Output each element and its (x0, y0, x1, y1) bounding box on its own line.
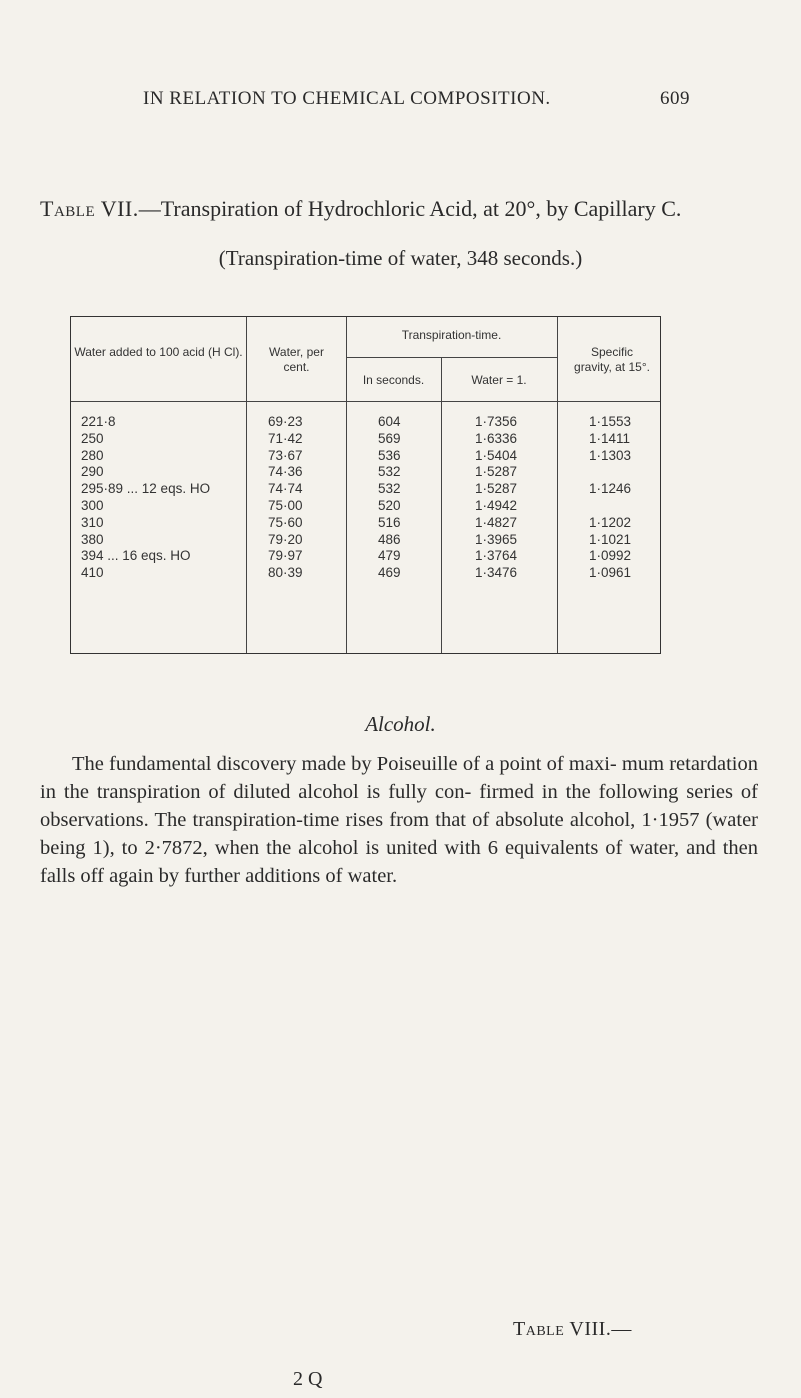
cell-specific-gravity: 1·1303 (589, 447, 632, 463)
cell-water-percent: 75·60 (268, 514, 303, 530)
table-row (71, 548, 660, 564)
cell-water-percent: 74·74 (268, 481, 303, 497)
cell-ratio: 1·6336 (475, 430, 518, 446)
table-caption (40, 196, 780, 222)
cell-ratio: 1·5287 (475, 464, 518, 480)
table-row (71, 414, 660, 430)
cell-ratio: 1·5287 (475, 481, 518, 497)
cell-seconds: 486 (378, 531, 401, 547)
table-row (71, 532, 660, 548)
table-row (71, 448, 660, 464)
cell-water-percent: 79·97 (268, 548, 303, 564)
cell-water-percent: 75·00 (268, 498, 303, 513)
cell-water-percent: 79·20 (268, 531, 303, 547)
cell-water-percent: 80·39 (268, 565, 303, 581)
cell-seconds: 532 (378, 481, 401, 497)
table-caption-text: —Transpiration of Hydrochloric Acid, at 20°, by Capillary C. (138, 196, 682, 221)
cell-specific-gravity: 1·0961 (589, 565, 632, 581)
header-water-added: Water added to 100 acid (H Cl). (74, 345, 243, 359)
cell-specific-gravity: 1·1411 (589, 430, 631, 446)
table-row (71, 498, 660, 514)
cell-water-added: 300 (81, 498, 104, 513)
table-row (71, 565, 660, 581)
cell-water-percent: 74·36 (268, 464, 303, 480)
cell-ratio: 1·3764 (475, 548, 518, 564)
cell-seconds: 536 (378, 447, 401, 463)
page-number: 609 (660, 88, 690, 109)
header-seconds: In seconds. (362, 373, 425, 387)
table-row (71, 464, 660, 480)
cell-seconds: 479 (378, 548, 401, 564)
cell-water-added: 310 (81, 514, 104, 530)
cell-water-added: 221·8 (81, 414, 116, 429)
cell-ratio: 1·3965 (475, 531, 518, 547)
header-specific-gravity: Specific gravity, at 15°. (574, 345, 650, 374)
table-label: Table VII. (40, 196, 139, 221)
signature-mark: 2 Q (293, 1368, 323, 1390)
cell-specific-gravity: 1·1553 (589, 414, 632, 429)
cell-water-added: 250 (81, 430, 104, 446)
cell-ratio: 1·7356 (475, 414, 518, 429)
cell-specific-gravity: 1·1021 (589, 531, 632, 547)
cell-water-percent: 73·67 (268, 447, 303, 463)
table-row (71, 481, 660, 497)
cell-water-added: 394 ... 16 eqs. HO (81, 548, 191, 564)
table-row (71, 431, 660, 447)
cell-water-percent: 69·23 (268, 414, 303, 429)
table-row (71, 515, 660, 531)
header-subrule (346, 357, 557, 358)
cell-water-added: 380 (81, 531, 104, 547)
cell-specific-gravity: 1·1246 (589, 481, 632, 497)
header-rule (71, 401, 660, 402)
cell-ratio: 1·3476 (475, 565, 518, 581)
header-ratio: Water = 1. (471, 373, 527, 387)
section-heading: Alcohol. (365, 712, 436, 736)
running-title: IN RELATION TO CHEMICAL COMPOSITION. (143, 88, 551, 109)
paragraph-text: The fundamental discovery made by Poiseuille of a point of maxi- mum retardation in the transpiration of diluted alcohol is fully con- firmed in the following series of observations. The transpiration-time rises from that of absolute alcohol, 1·1957 (water being 1), to 2·7872, when the alcohol is united with 6 equivalents of water, and then falls off again by further additions of water. (40, 753, 758, 887)
cell-seconds: 532 (378, 464, 401, 480)
cell-seconds: 569 (378, 430, 401, 446)
cell-specific-gravity: 1·1202 (589, 514, 632, 530)
cell-seconds: 520 (378, 498, 401, 513)
header-transpiration-time: Transpiration-time. (401, 328, 502, 342)
header-water-percent: Water, per cent. (269, 345, 324, 374)
body-paragraph (40, 750, 758, 890)
cell-water-added: 410 (81, 565, 104, 581)
catchword: Table VIII.— (513, 1318, 632, 1340)
cell-water-added: 295·89 ... 12 eqs. HO (81, 481, 211, 497)
cell-ratio: 1·4942 (475, 498, 518, 513)
cell-seconds: 604 (378, 414, 401, 429)
cell-water-percent: 71·42 (268, 430, 303, 446)
cell-ratio: 1·4827 (475, 514, 518, 530)
data-table (70, 316, 661, 654)
cell-ratio: 1·5404 (475, 447, 518, 463)
cell-water-added: 280 (81, 447, 104, 463)
cell-water-added: 290 (81, 464, 104, 480)
cell-specific-gravity: 1·0992 (589, 548, 632, 564)
cell-seconds: 516 (378, 514, 401, 530)
cell-seconds: 469 (378, 565, 401, 581)
table-subtitle: (Transpiration-time of water, 348 seconds.) (218, 246, 583, 270)
